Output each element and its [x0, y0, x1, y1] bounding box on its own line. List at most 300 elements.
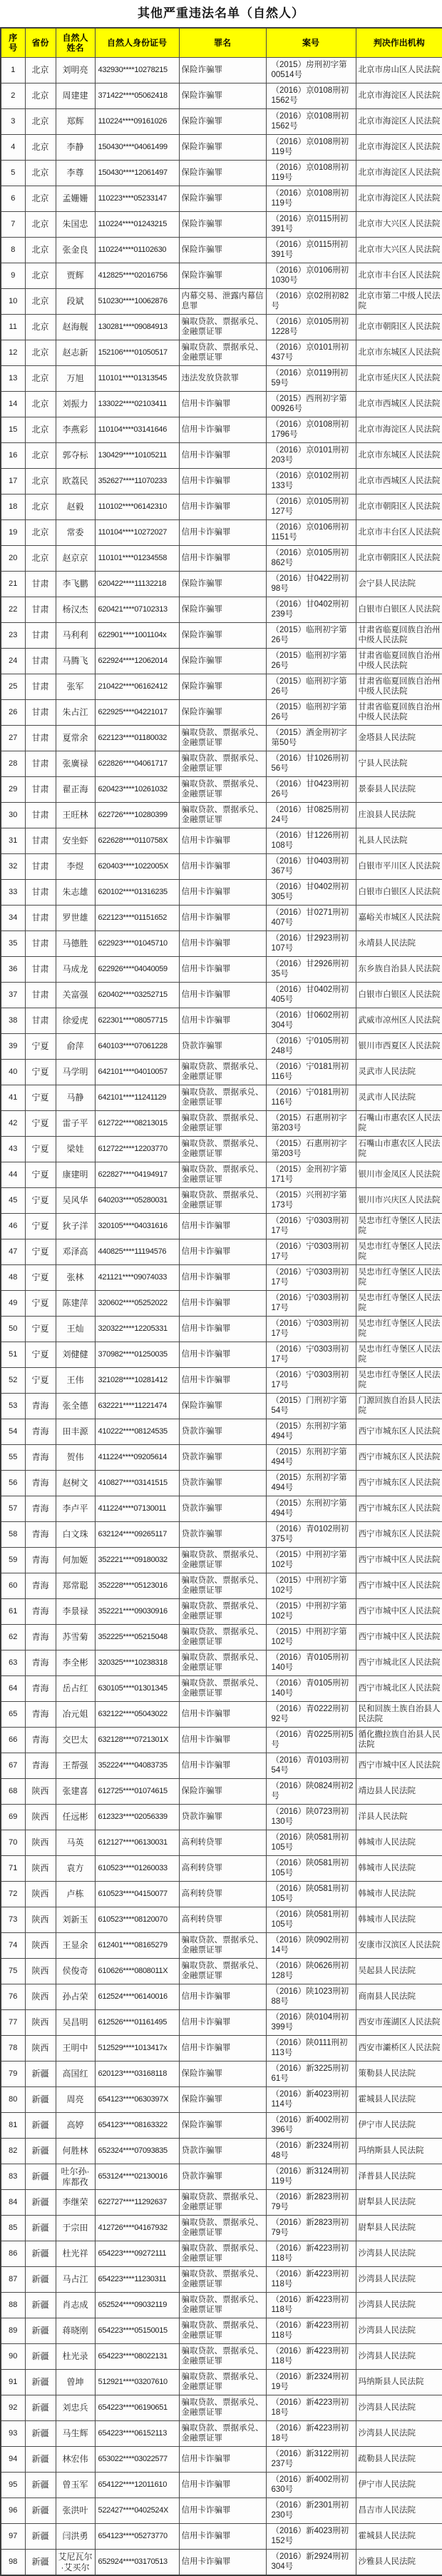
cell-name: 朱国忠 — [56, 212, 95, 238]
cell-charge: 保险诈骗罪 — [179, 2113, 266, 2139]
cell-name: 张建喜 — [56, 1779, 95, 1805]
cell-index: 87 — [1, 2267, 25, 2293]
cell-charge: 信用卡诈骗罪 — [179, 469, 266, 495]
cell-name: 赵树文 — [56, 1471, 95, 1496]
table-row — [1, 2524, 442, 2550]
table-row — [1, 1496, 442, 1522]
cell-province: 宁夏 — [25, 1188, 56, 1214]
cell-province: 甘肃 — [25, 623, 56, 649]
cell-id-number: 630105****01301345 — [95, 1676, 179, 1702]
cell-charge: 信用卡诈骗罪 — [179, 392, 266, 417]
table-row — [1, 238, 442, 263]
cell-court: 霍城县人民法院 — [356, 2087, 442, 2113]
table-row — [1, 520, 442, 546]
cell-province: 青海 — [25, 1548, 56, 1573]
cell-id-number: 612401****08165279 — [95, 1933, 179, 1959]
table-row — [1, 854, 442, 880]
cell-case-number: （2016）新2924刑初304号 — [266, 2550, 356, 2576]
cell-case-number: （2016）新3124刑初119号 — [266, 2164, 356, 2190]
cell-name: 马德胜 — [56, 931, 95, 957]
cell-case-number: （2016）甘0825刑初24号 — [266, 803, 356, 828]
cell-name: 赵毅 — [56, 495, 95, 520]
cell-case-number: （2016）新4023刑初114号 — [266, 2087, 356, 2113]
cell-case-number: （2016）新4002刑初396号 — [266, 2113, 356, 2139]
cell-name: 高国红 — [56, 2062, 95, 2087]
cell-index: 38 — [1, 1008, 25, 1034]
cell-province: 宁夏 — [25, 1265, 56, 1291]
cell-court: 北京市房山区人民法院 — [356, 58, 442, 83]
cell-id-number: 110104****03141646 — [95, 417, 179, 443]
cell-court: 北京市丰台区人民法院 — [356, 520, 442, 546]
cell-index: 95 — [1, 2473, 25, 2498]
cell-index: 19 — [1, 520, 25, 546]
cell-name: 张金良 — [56, 238, 95, 263]
cell-name: 刘新玉 — [56, 1907, 95, 1933]
cell-name: 张军 — [56, 674, 95, 700]
cell-case-number: （2016）甘0403刑初367号 — [266, 854, 356, 880]
cell-name: 马英 — [56, 1830, 95, 1856]
cell-index: 24 — [1, 649, 25, 674]
cell-name: 孟姗姗 — [56, 186, 95, 212]
cell-province: 甘肃 — [25, 649, 56, 674]
cell-charge: 信用卡诈骗罪 — [179, 2473, 266, 2498]
table-row — [1, 2087, 442, 2113]
cell-court: 甘肃省临夏回族自治州中级人民法院 — [356, 623, 442, 649]
table-row — [1, 417, 442, 443]
cell-index: 5 — [1, 161, 25, 186]
cell-name: 艾尼瓦尔·艾买尔 — [56, 2550, 95, 2576]
cell-court: 昌吉市人民法院 — [356, 2498, 442, 2524]
cell-id-number: 620421****07102313 — [95, 597, 179, 623]
table-row — [1, 495, 442, 520]
cell-index: 89 — [1, 2318, 25, 2344]
cell-id-number: 110101****01234558 — [95, 546, 179, 572]
cell-court: 白银市平川区人民法院 — [356, 854, 442, 880]
cell-index: 4 — [1, 135, 25, 161]
cell-province: 甘肃 — [25, 777, 56, 803]
cell-charge: 贷款诈骗罪 — [179, 1522, 266, 1548]
cell-case-number: （2016）陕0581刑初105号 — [266, 1830, 356, 1856]
cell-province: 陕西 — [25, 1907, 56, 1933]
table-row — [1, 1984, 442, 2010]
cell-case-number: （2016）新2324刑初19号 — [266, 2370, 356, 2395]
cell-charge: 保险诈骗罪 — [179, 649, 266, 674]
cell-province: 陕西 — [25, 1959, 56, 1984]
cell-id-number: 410222****08124535 — [95, 1419, 179, 1445]
cell-charge: 骗取贷款、票据承兑、金融票证罪 — [179, 315, 266, 340]
cell-id-number: 321028****10281412 — [95, 1368, 179, 1394]
cell-court: 西宁市城东区人民法院 — [356, 1522, 442, 1548]
cell-id-number: 133022****02103411 — [95, 392, 179, 417]
cell-name: 白文珠 — [56, 1522, 95, 1548]
cell-id-number: 610523****04150077 — [95, 1882, 179, 1907]
cell-province: 北京 — [25, 289, 56, 315]
cell-id-number: 632122****05043022 — [95, 1702, 179, 1728]
cell-name: 侯俊奇 — [56, 1959, 95, 1984]
cell-id-number: 150430****12061497 — [95, 161, 179, 186]
cell-index: 73 — [1, 1907, 25, 1933]
cell-court: 庄浪县人民法院 — [356, 803, 442, 828]
cell-charge: 骗取贷款、票据承兑、金融票证罪 — [179, 726, 266, 751]
table-row — [1, 1188, 442, 1214]
cell-id-number: 640203****05280031 — [95, 1188, 179, 1214]
cell-name: 贾辉 — [56, 263, 95, 289]
cell-charge: 信用卡诈骗罪 — [179, 2550, 266, 2576]
cell-province: 宁夏 — [25, 1239, 56, 1265]
cell-charge: 信用卡诈骗罪 — [179, 1239, 266, 1265]
table-row — [1, 2190, 442, 2216]
cell-case-number: （2016）新4223刑初118号 — [266, 2344, 356, 2370]
cell-court: 韩城市人民法院 — [356, 1882, 442, 1907]
cell-charge: 骗取贷款、票据承兑、金融票证罪 — [179, 340, 266, 366]
cell-province: 北京 — [25, 495, 56, 520]
cell-province: 青海 — [25, 1599, 56, 1625]
cell-name: 邓泽高 — [56, 1239, 95, 1265]
cell-name: 李景禄 — [56, 1599, 95, 1625]
cell-case-number: （2016）京0108刑初1562号 — [266, 83, 356, 109]
cell-charge: 信用卡诈骗罪 — [179, 1342, 266, 1368]
table-row — [1, 700, 442, 726]
cell-court: 疏勒县人民法院 — [356, 2447, 442, 2473]
cell-province: 青海 — [25, 1496, 56, 1522]
cell-court: 北京市西城区人民法院 — [356, 469, 442, 495]
cell-index: 37 — [1, 983, 25, 1008]
table-row — [1, 58, 442, 83]
cell-court: 北京市丰台区人民法院 — [356, 263, 442, 289]
cell-province: 新疆 — [25, 2344, 56, 2370]
cell-id-number: 612526****01161495 — [95, 2010, 179, 2036]
cell-name: 冶元姐 — [56, 1702, 95, 1728]
cell-index: 36 — [1, 957, 25, 983]
cell-province: 甘肃 — [25, 906, 56, 931]
cell-charge: 骗取贷款、票据承兑、金融票证罪 — [179, 1959, 266, 1984]
cell-case-number: （2015）东刑初字第494号 — [266, 1419, 356, 1445]
cell-name: 罗世雄 — [56, 906, 95, 931]
cell-case-number: （2016）青0222刑初92号 — [266, 1702, 356, 1728]
cell-province: 甘肃 — [25, 751, 56, 777]
cell-index: 40 — [1, 1060, 25, 1085]
cell-name: 张洪叶 — [56, 2498, 95, 2524]
cell-index: 11 — [1, 315, 25, 340]
cell-id-number: 432930****10278215 — [95, 58, 179, 83]
cell-court: 石嘴山市惠农区人民法院 — [356, 1137, 442, 1162]
cell-charge: 保险诈骗罪 — [179, 263, 266, 289]
cell-index: 75 — [1, 1959, 25, 1984]
table-row — [1, 469, 442, 495]
cell-id-number: 622123****01180032 — [95, 726, 179, 751]
cell-id-number: 622628****0110758X — [95, 828, 179, 854]
cell-index: 13 — [1, 366, 25, 392]
cell-province: 甘肃 — [25, 957, 56, 983]
cell-name: 贺伟 — [56, 1445, 95, 1471]
column-header: 序号 — [1, 28, 25, 58]
cell-charge: 信用卡诈骗罪 — [179, 1702, 266, 1728]
cell-name: 肖志成 — [56, 2293, 95, 2318]
cell-case-number: （2016）青0225刑初5号 — [266, 1728, 356, 1753]
cell-charge: 骗取贷款、票据承兑、金融票证罪 — [179, 1650, 266, 1676]
cell-index: 39 — [1, 1034, 25, 1060]
cell-index: 33 — [1, 880, 25, 906]
cell-province: 北京 — [25, 546, 56, 572]
cell-court: 靖边县人民法院 — [356, 1779, 442, 1805]
cell-charge: 贷款诈骗罪 — [179, 1445, 266, 1471]
cell-charge: 贷款诈骗罪 — [179, 1805, 266, 1830]
cell-index: 51 — [1, 1342, 25, 1368]
cell-index: 70 — [1, 1830, 25, 1856]
cell-charge: 骗取贷款、票据承兑、金融票证罪 — [179, 2267, 266, 2293]
cell-charge: 信用卡诈骗罪 — [179, 520, 266, 546]
cell-name: 梁娃 — [56, 1137, 95, 1162]
cell-index: 69 — [1, 1805, 25, 1830]
cell-index: 56 — [1, 1471, 25, 1496]
cell-id-number: 642101****04010057 — [95, 1060, 179, 1085]
cell-court: 沙湾县人民法院 — [356, 2293, 442, 2318]
cell-province: 甘肃 — [25, 597, 56, 623]
cell-name: 马成龙 — [56, 957, 95, 983]
cell-name: 翟正海 — [56, 777, 95, 803]
cell-case-number: （2016）甘2923刑初107号 — [266, 931, 356, 957]
cell-province: 陕西 — [25, 1933, 56, 1959]
cell-court: 甘肃省临夏回族自治州中级人民法院 — [356, 700, 442, 726]
cell-court: 吴忠市红寺堡区人民法院 — [356, 1317, 442, 1342]
cell-province: 北京 — [25, 520, 56, 546]
cell-id-number: 622926****04040059 — [95, 957, 179, 983]
cell-name: 张林 — [56, 1265, 95, 1291]
cell-charge: 信用卡诈骗罪 — [179, 983, 266, 1008]
table-row — [1, 1419, 442, 1445]
cell-case-number: （2015）兴刑初字第173号 — [266, 1188, 356, 1214]
cell-province: 甘肃 — [25, 931, 56, 957]
cell-id-number: 622901****1001104x — [95, 623, 179, 649]
cell-id-number: 352221****09180032 — [95, 1548, 179, 1573]
cell-charge: 骗取贷款、票据承兑、金融票证罪 — [179, 1085, 266, 1111]
cell-index: 77 — [1, 2010, 25, 2036]
cell-name: 俞萍 — [56, 1034, 95, 1060]
cell-index: 41 — [1, 1085, 25, 1111]
cell-id-number: 410827****03141515 — [95, 1471, 179, 1496]
cell-charge: 信用卡诈骗罪 — [179, 1984, 266, 2010]
cell-case-number: （2016）陕0902刑初14号 — [266, 1933, 356, 1959]
cell-id-number: 620123****03168118 — [95, 2062, 179, 2087]
cell-name: 交巴太 — [56, 1728, 95, 1753]
cell-court: 甘肃省临夏回族自治州中级人民法院 — [356, 649, 442, 674]
cell-case-number: （2016）青0103刑初54号 — [266, 1753, 356, 1779]
cell-case-number: （2016）新4223刑初118号 — [266, 2293, 356, 2318]
cell-name: 林宏伟 — [56, 2447, 95, 2473]
cell-court: 商南县人民法院 — [356, 1984, 442, 2010]
table-row — [1, 1907, 442, 1933]
cell-name: 曾坤 — [56, 2370, 95, 2395]
cell-name: 郑辉 — [56, 109, 95, 135]
cell-id-number: 110101****01313545 — [95, 366, 179, 392]
cell-index: 59 — [1, 1548, 25, 1573]
table-row — [1, 1162, 442, 1188]
table-row — [1, 212, 442, 238]
table-row — [1, 1728, 442, 1753]
cell-name: 王显余 — [56, 1933, 95, 1959]
cell-court: 西宁市城中区人民法院 — [356, 1625, 442, 1650]
cell-province: 青海 — [25, 1625, 56, 1650]
table-row — [1, 1008, 442, 1034]
column-header: 自然人身份证号 — [95, 28, 179, 58]
cell-court: 伊宁市人民法院 — [356, 2113, 442, 2139]
cell-name: 何加姬 — [56, 1548, 95, 1573]
cell-index: 45 — [1, 1188, 25, 1214]
cell-court: 西宁市城中区人民法院 — [356, 1548, 442, 1573]
table-row — [1, 2036, 442, 2062]
cell-province: 北京 — [25, 58, 56, 83]
cell-index: 82 — [1, 2139, 25, 2164]
cell-case-number: （2016）京0101刑初437号 — [266, 340, 356, 366]
cell-province: 新疆 — [25, 2370, 56, 2395]
header-row — [1, 28, 442, 58]
cell-court: 北京市朝阳区人民法院 — [356, 495, 442, 520]
cell-case-number: （2016）陕0581刑初105号 — [266, 1907, 356, 1933]
table-row — [1, 1085, 442, 1111]
cell-index: 8 — [1, 238, 25, 263]
cell-case-number: （2015）东刑初字第494号 — [266, 1471, 356, 1496]
cell-case-number: （2016）新4223刑初118号 — [266, 2267, 356, 2293]
cell-charge: 信用卡诈骗罪 — [179, 906, 266, 931]
cell-id-number: 642101****11241129 — [95, 1085, 179, 1111]
cell-case-number: （2016）京0106刑初1030号 — [266, 263, 356, 289]
table-row — [1, 1137, 442, 1162]
cell-court: 西安市灞桥区人民法院 — [356, 2036, 442, 2062]
cell-index: 18 — [1, 495, 25, 520]
cell-charge: 信用卡诈骗罪 — [179, 2498, 266, 2524]
cell-charge: 高利转贷罪 — [179, 1907, 266, 1933]
cell-province: 宁夏 — [25, 1291, 56, 1317]
table-row — [1, 1676, 442, 1702]
cell-court: 嘉峪关市城区人民法院 — [356, 906, 442, 931]
cell-id-number: 654123****0630397X — [95, 2087, 179, 2113]
cell-province: 北京 — [25, 135, 56, 161]
cell-id-number: 622925****04221017 — [95, 700, 179, 726]
cell-name: 雷子平 — [56, 1111, 95, 1137]
cell-province: 新疆 — [25, 2524, 56, 2550]
cell-name: 狄子洋 — [56, 1214, 95, 1239]
cell-index: 43 — [1, 1137, 25, 1162]
cell-case-number: （2016）陕0111刑初113号 — [266, 2036, 356, 2062]
cell-province: 陕西 — [25, 1882, 56, 1907]
cell-court: 玛纳斯县人民法院 — [356, 2139, 442, 2164]
cell-case-number: （2015）中刑初字第102号 — [266, 1548, 356, 1573]
cell-court: 礼县人民法院 — [356, 828, 442, 854]
cell-name: 李燕彩 — [56, 417, 95, 443]
cell-case-number: （2016）甘2926刑初35号 — [266, 957, 356, 983]
cell-index: 29 — [1, 777, 25, 803]
cell-court: 安康市汉滨区人民法院 — [356, 1933, 442, 1959]
cell-province: 北京 — [25, 238, 56, 263]
cell-index: 12 — [1, 340, 25, 366]
cell-id-number: 512921****03207610 — [95, 2370, 179, 2395]
cell-index: 17 — [1, 469, 25, 495]
cell-court: 白银市白银区人民法院 — [356, 983, 442, 1008]
cell-charge: 骗取贷款、票据承兑、金融票证罪 — [179, 1599, 266, 1625]
cell-charge: 保险诈骗罪 — [179, 58, 266, 83]
cell-case-number: （2016）京0108刑初1562号 — [266, 109, 356, 135]
cell-name: 赵京京 — [56, 546, 95, 572]
cell-name: 王明中 — [56, 2036, 95, 2062]
cell-court: 沙湾县人民法院 — [356, 2344, 442, 2370]
cell-name: 刘振力 — [56, 392, 95, 417]
table-row — [1, 1317, 442, 1342]
cell-name: 马静 — [56, 1085, 95, 1111]
cell-name: 何胜林 — [56, 2139, 95, 2164]
table-row — [1, 2550, 442, 2576]
cell-charge: 骗取贷款、票据承兑、金融票证罪 — [179, 1625, 266, 1650]
cell-case-number: （2016）新4223刑初18号 — [266, 2421, 356, 2447]
cell-id-number: 352221****09030916 — [95, 1599, 179, 1625]
cell-name: 常委 — [56, 520, 95, 546]
cell-case-number: （2015）东刑初字第494号 — [266, 1496, 356, 1522]
cell-name: 高婷 — [56, 2113, 95, 2139]
cell-province: 新疆 — [25, 2062, 56, 2087]
cell-case-number: （2015）东刑初字第494号 — [266, 1445, 356, 1471]
cell-case-number: （2016）新2823刑初79号 — [266, 2216, 356, 2241]
cell-id-number: 612524****06140016 — [95, 1984, 179, 2010]
cell-index: 74 — [1, 1933, 25, 1959]
cell-id-number: 612725****01074615 — [95, 1779, 179, 1805]
cell-id-number: 210422****06162412 — [95, 674, 179, 700]
cell-index: 60 — [1, 1573, 25, 1599]
table-row — [1, 1522, 442, 1548]
cell-case-number: （2016）新3225刑初61号 — [266, 2062, 356, 2087]
cell-index: 10 — [1, 289, 25, 315]
cell-province: 陕西 — [25, 1856, 56, 1882]
cell-province: 新疆 — [25, 2447, 56, 2473]
table-row — [1, 1856, 442, 1882]
table-row — [1, 623, 442, 649]
cell-charge: 保险诈骗罪 — [179, 700, 266, 726]
cell-id-number: 620403****1022005X — [95, 854, 179, 880]
cell-id-number: 320602****05252022 — [95, 1291, 179, 1317]
cell-charge: 信用卡诈骗罪 — [179, 417, 266, 443]
cell-court: 门源回族自治县人民法院 — [356, 1394, 442, 1419]
table-row — [1, 2062, 442, 2087]
cell-id-number: 640103****07061228 — [95, 1034, 179, 1060]
cell-charge: 违法发放贷款罪 — [179, 366, 266, 392]
cell-id-number: 510230****10062876 — [95, 289, 179, 315]
cell-court: 韩城市人民法院 — [356, 1907, 442, 1933]
cell-case-number: （2016）陕0723刑初130号 — [266, 1805, 356, 1830]
cell-case-number: （2016）京0105刑初127号 — [266, 495, 356, 520]
table-row — [1, 1779, 442, 1805]
cell-index: 61 — [1, 1599, 25, 1625]
cell-province: 甘肃 — [25, 1008, 56, 1034]
cell-index: 94 — [1, 2447, 25, 2473]
cell-index: 86 — [1, 2241, 25, 2267]
cell-index: 28 — [1, 751, 25, 777]
cell-court: 北京市海淀区人民法院 — [356, 109, 442, 135]
cell-case-number: （2015）酒金刑初字第50号 — [266, 726, 356, 751]
cell-court: 策勒县人民法院 — [356, 2062, 442, 2087]
cell-case-number: （2016）京0102刑初133号 — [266, 469, 356, 495]
cell-case-number: （2016）新4002刑初630号 — [266, 2473, 356, 2498]
cell-id-number: 654223****11230311 — [95, 2267, 179, 2293]
table-row — [1, 2293, 442, 2318]
cell-court: 北京市海淀区人民法院 — [356, 135, 442, 161]
cell-case-number: （2016）宁0303刑初17号 — [266, 1291, 356, 1317]
cell-province: 宁夏 — [25, 1342, 56, 1368]
cell-charge: 骗取贷款、票据承兑、金融票证罪 — [179, 2421, 266, 2447]
cell-province: 甘肃 — [25, 983, 56, 1008]
cell-charge: 信用卡诈骗罪 — [179, 2447, 266, 2473]
cell-index: 20 — [1, 546, 25, 572]
cell-id-number: 620402****03252715 — [95, 983, 179, 1008]
cell-charge: 骗取贷款、票据承兑、金融票证罪 — [179, 1676, 266, 1702]
cell-court: 民和回族土族自治县人民法院 — [356, 1702, 442, 1728]
